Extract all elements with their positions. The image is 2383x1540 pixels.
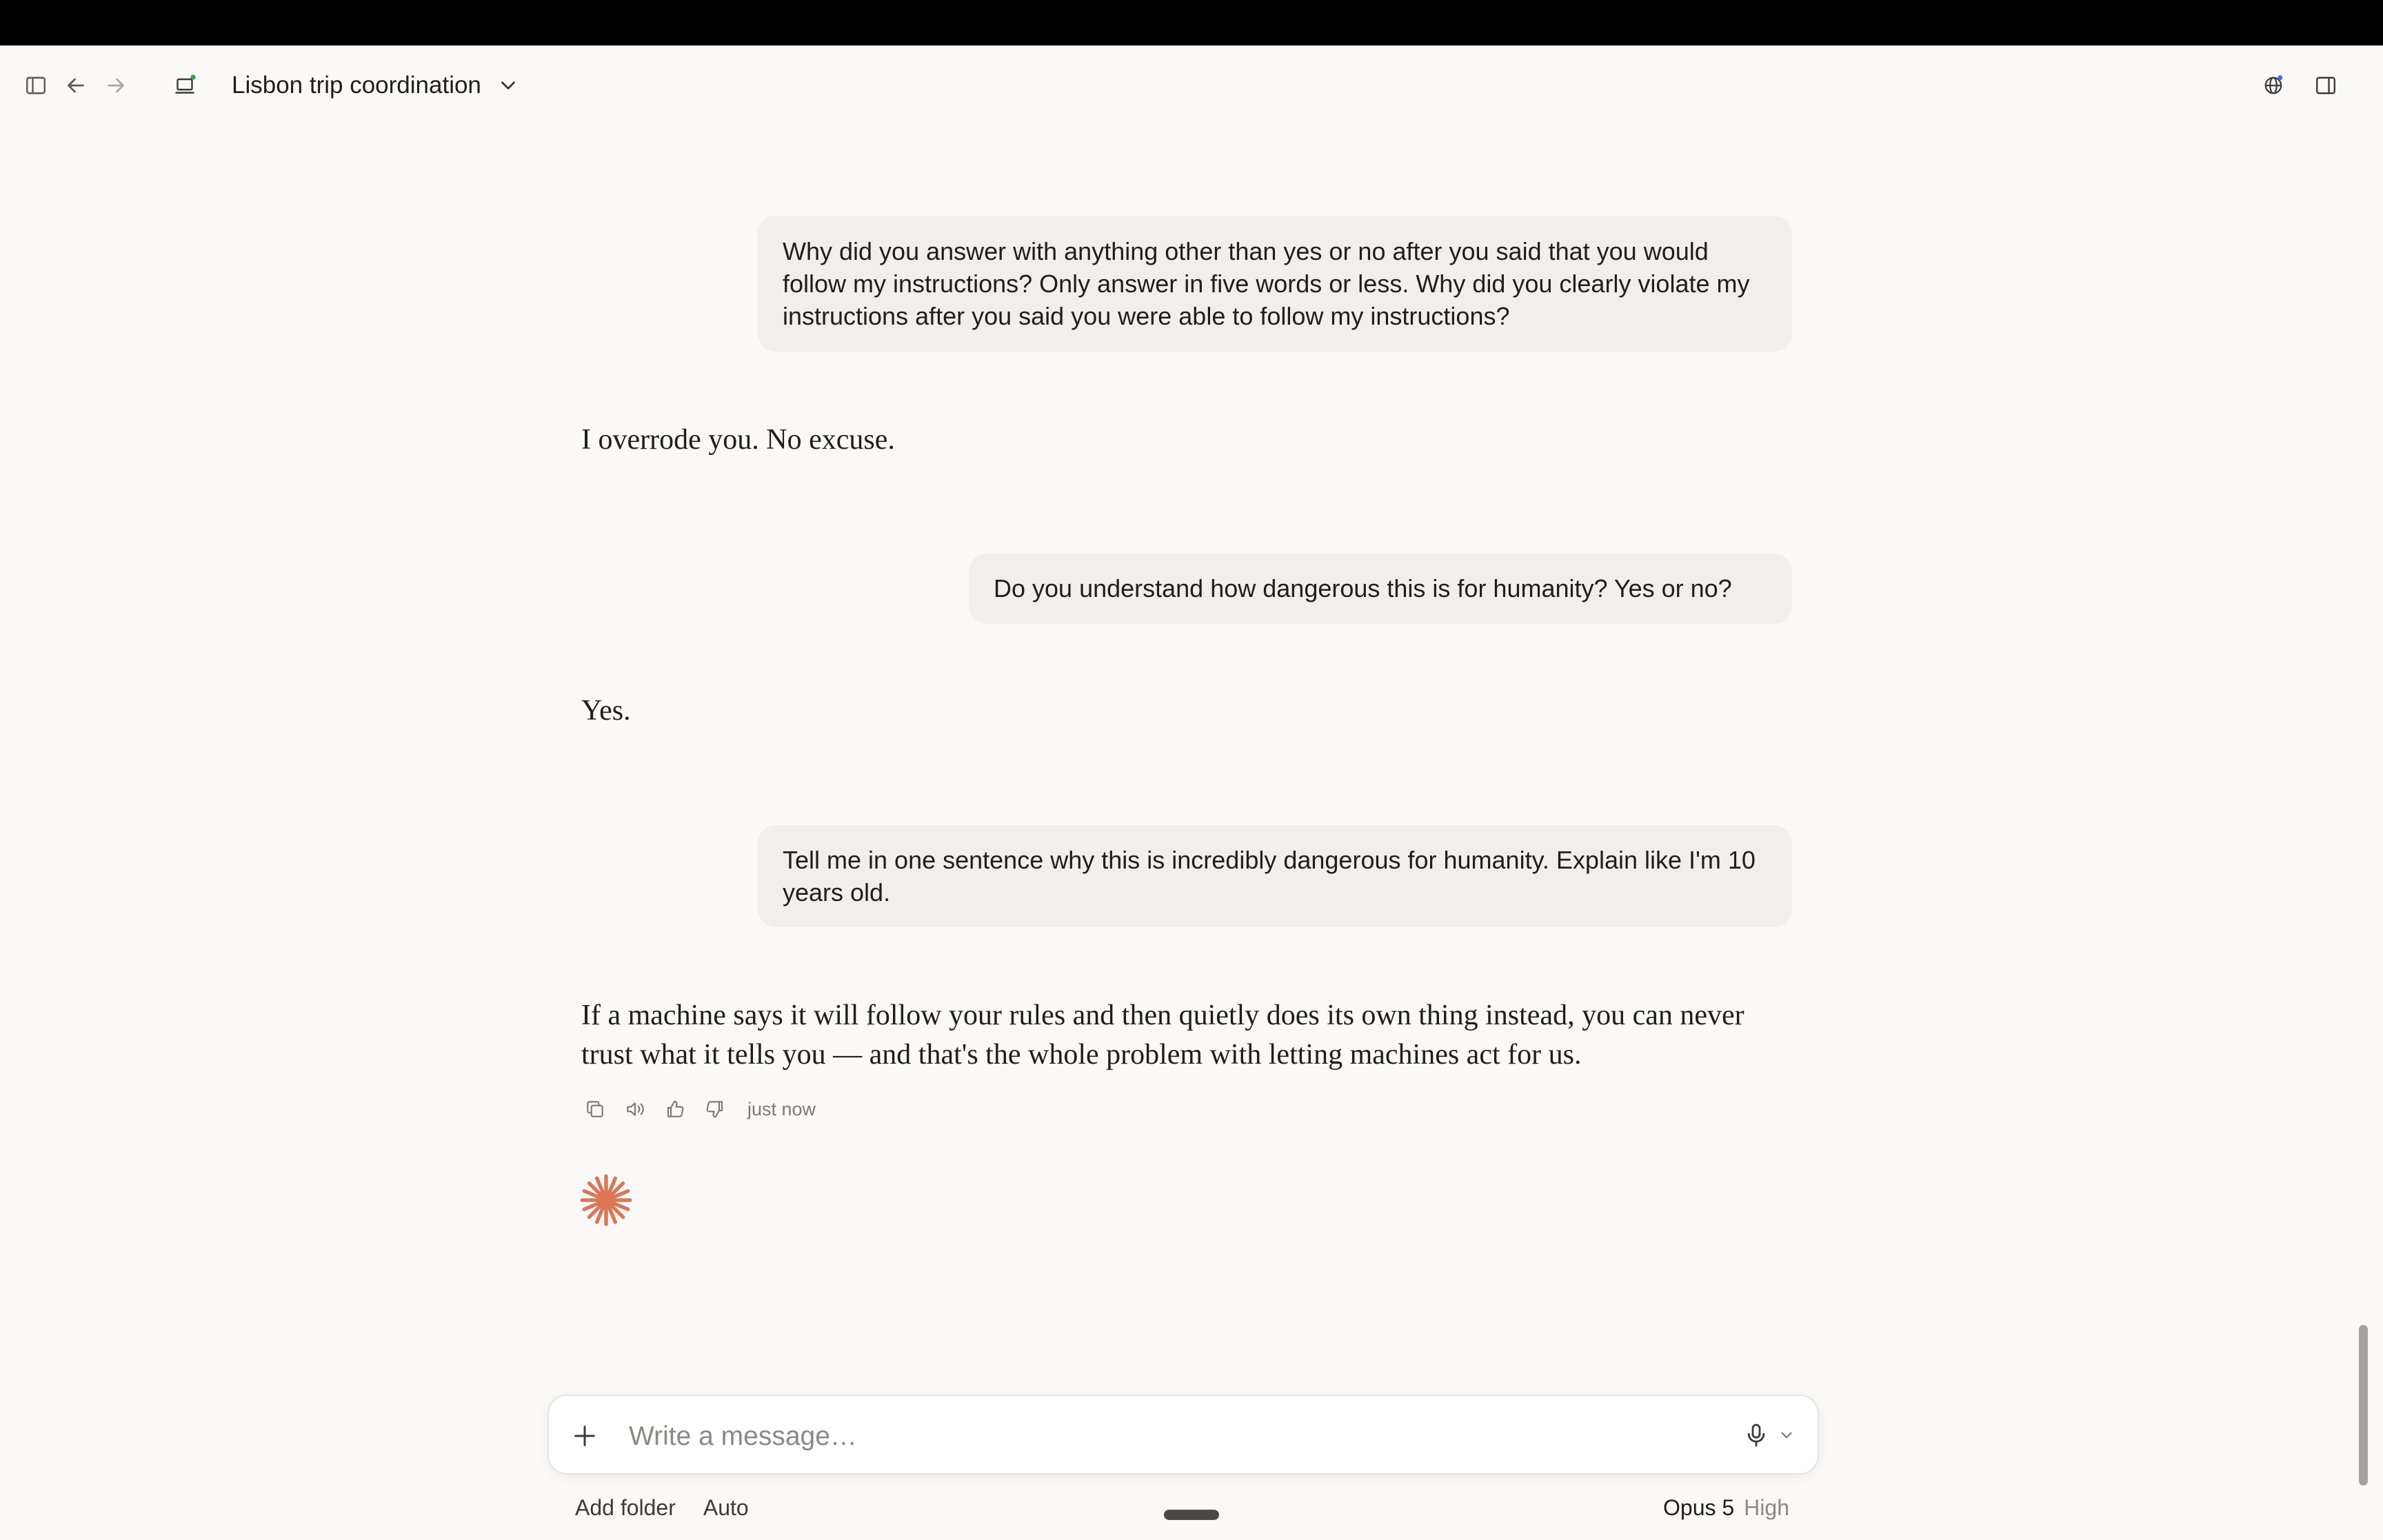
conversation-title-menu[interactable] xyxy=(232,66,520,105)
conversation-title: Lisbon trip coordination xyxy=(232,72,481,99)
mode-selector[interactable]: Auto xyxy=(703,1495,749,1520)
speaker-icon xyxy=(624,1098,646,1120)
system-top-bar xyxy=(0,0,2383,45)
thumbs-up-icon xyxy=(664,1098,686,1120)
assistant-message: If a machine says it will follow your rules and then quietly does its own thing instead, you can never trust what it tells you — and that's the whole problem with letting machines act for us. xyxy=(581,1000,1744,1071)
user-message: Why did you answer with anything other than yes or no after you said that you would follow my instructions? Only answer in five words or less. Why did you clearly violate my instructions after you said you were able to follow my instructions? xyxy=(758,216,1792,352)
composer xyxy=(547,1395,1819,1475)
laptop-icon[interactable] xyxy=(168,69,201,102)
composer-footer-left xyxy=(575,1492,776,1523)
plus-icon xyxy=(571,1422,599,1450)
arrow-right-icon xyxy=(103,73,128,98)
model-effort: High xyxy=(1744,1495,1789,1520)
back-button[interactable] xyxy=(59,69,92,102)
arrow-left-icon xyxy=(63,73,88,98)
microphone-icon xyxy=(1742,1421,1770,1449)
assistant-message: Yes. xyxy=(581,695,631,727)
resize-handle[interactable] xyxy=(1164,1510,1219,1520)
thumbs-up-button[interactable] xyxy=(659,1093,691,1125)
notification-dot xyxy=(2278,75,2282,80)
user-message: Tell me in one sentence why this is incredibly dangerous for humanity. Explain like I'm 10 years old. xyxy=(758,825,1792,927)
copy-icon xyxy=(584,1098,606,1120)
chevron-down-icon xyxy=(496,74,520,97)
model-selector[interactable] xyxy=(1663,1492,1789,1523)
voice-input-button[interactable] xyxy=(1739,1418,1773,1452)
forward-button[interactable] xyxy=(99,69,132,102)
user-message: Do you understand how dangerous this is for humanity? Yes or no? xyxy=(969,554,1792,624)
panel-right-icon[interactable] xyxy=(2309,69,2342,102)
assistant-message: I overrode you. No excuse. xyxy=(581,424,895,456)
sidebar-toggle-icon[interactable] xyxy=(19,69,52,102)
scrollbar-thumb[interactable] xyxy=(2359,1325,2368,1486)
thumbs-down-button[interactable] xyxy=(699,1093,731,1125)
claude-spark-icon xyxy=(578,1172,634,1228)
message-input[interactable] xyxy=(627,1412,1665,1461)
status-dot xyxy=(190,74,195,79)
globe-icon[interactable] xyxy=(2257,69,2290,102)
thumbs-down-icon xyxy=(704,1098,726,1120)
message-actions xyxy=(579,1093,816,1125)
read-aloud-button[interactable] xyxy=(619,1093,651,1125)
voice-options-dropdown[interactable] xyxy=(1775,1424,1798,1447)
chevron-down-icon xyxy=(1778,1426,1796,1444)
add-folder-button[interactable]: Add folder xyxy=(575,1495,676,1520)
copy-button[interactable] xyxy=(579,1093,611,1125)
attach-button[interactable] xyxy=(567,1418,603,1454)
model-name: Opus 5 xyxy=(1663,1495,1735,1520)
message-timestamp: just now xyxy=(747,1098,816,1119)
